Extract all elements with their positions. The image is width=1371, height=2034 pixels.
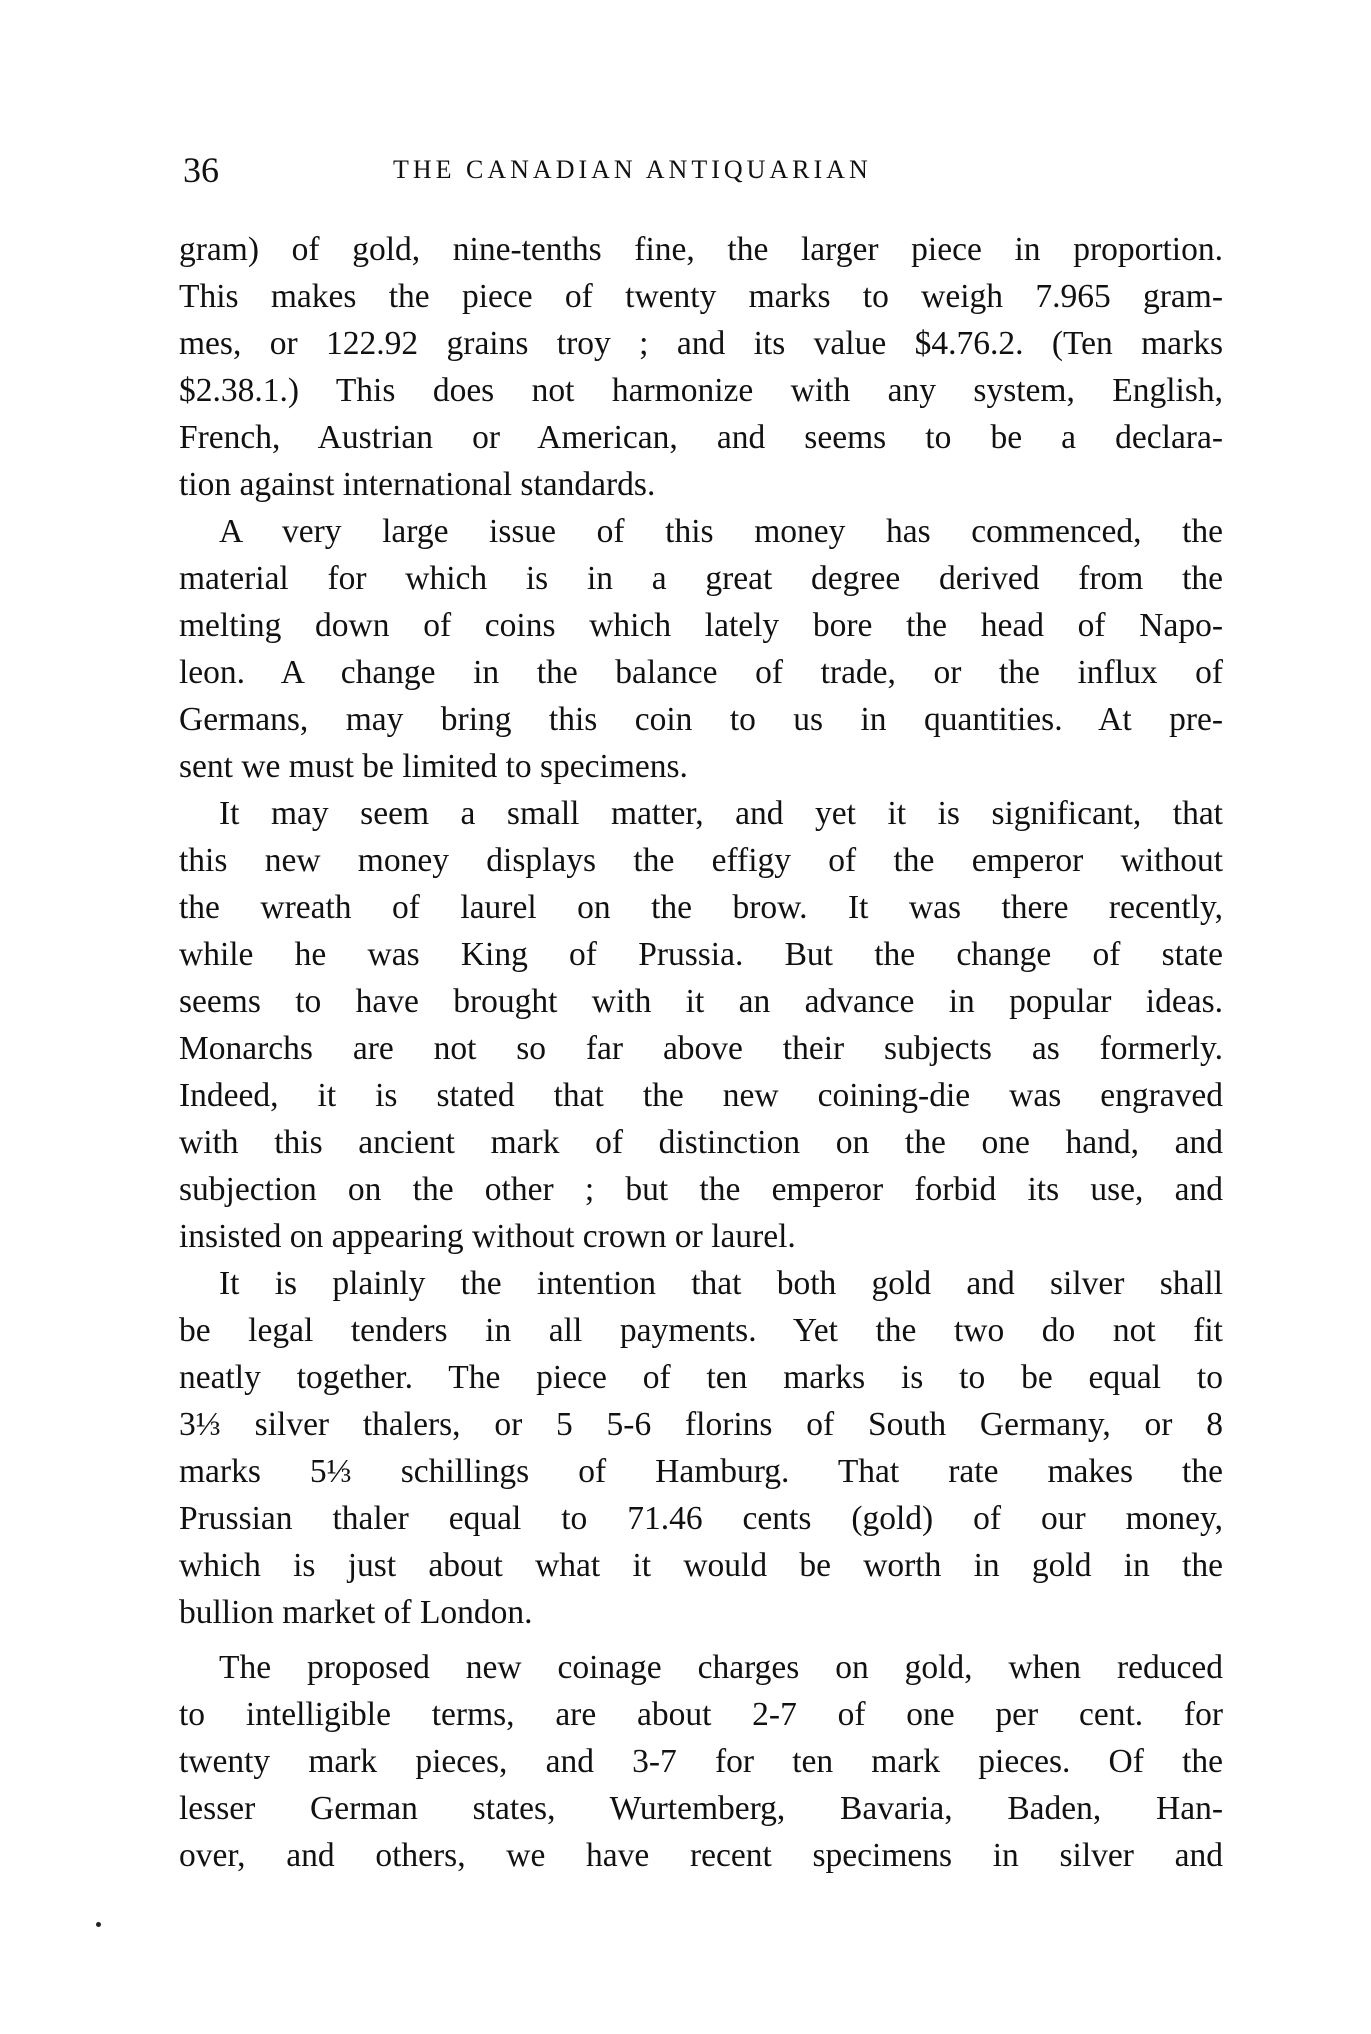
text-line: sent we must be limited to specimens.	[179, 748, 688, 785]
running-title: THE CANADIAN ANTIQUARIAN	[393, 155, 872, 184]
paragraph	[179, 508, 1223, 790]
text-line: Monarchs are not so far above their subjects as formerly.	[179, 1030, 1223, 1067]
text-line: be legal tenders in all payments. Yet the two do not fit	[179, 1312, 1223, 1349]
text-line: neatly together. The piece of ten marks is to be equal to	[179, 1359, 1223, 1396]
text-line: marks 5⅓ schillings of Hamburg. That rate makes the	[179, 1453, 1223, 1490]
text-line: twenty mark pieces, and 3-7 for ten mark pieces. Of the	[179, 1743, 1223, 1780]
text-line: tion against international standards.	[179, 466, 656, 503]
text-line: insisted on appearing without crown or laurel.	[179, 1218, 796, 1255]
paragraph	[179, 1644, 1223, 1879]
text-line: over, and others, we have recent specimens in silver and	[179, 1837, 1223, 1874]
page-number: 36	[183, 150, 219, 190]
paragraph	[179, 790, 1223, 1260]
scan-speck	[96, 1922, 101, 1927]
text-line: Germans, may bring this coin to us in quantities. At pre-	[179, 701, 1223, 738]
text-line: 3⅓ silver thalers, or 5 5-6 florins of South Germany, or 8	[179, 1406, 1223, 1443]
text-line: seems to have brought with it an advance in popular ideas.	[179, 983, 1223, 1020]
text-line: bullion market of London.	[179, 1594, 533, 1631]
text-line: A very large issue of this money has commenced, the	[219, 513, 1223, 550]
text-line: lesser German states, Wurtemberg, Bavaria, Baden, Han-	[179, 1790, 1223, 1827]
text-line: The proposed new coinage charges on gold, when reduced	[219, 1649, 1223, 1686]
text-line: mes, or 122.92 grains troy ; and its value $4.76.2. (Ten marks	[179, 325, 1223, 362]
text-line: leon. A change in the balance of trade, or the influx of	[179, 654, 1223, 691]
text-line: French, Austrian or American, and seems to be a declara-	[179, 419, 1223, 456]
text-line: gram) of gold, nine-tenths fine, the larger piece in proportion.	[179, 231, 1223, 268]
text-line: It is plainly the intention that both gold and silver shall	[219, 1265, 1223, 1302]
text-line: the wreath of laurel on the brow. It was there recently,	[179, 889, 1223, 926]
text-line: subjection on the other ; but the emperor forbid its use, and	[179, 1171, 1223, 1208]
paragraph	[179, 226, 1223, 508]
text-line: to intelligible terms, are about 2-7 of one per cent. for	[179, 1696, 1223, 1733]
text-line: Prussian thaler equal to 71.46 cents (gold) of our money,	[179, 1500, 1223, 1537]
text-line: It may seem a small matter, and yet it is significant, that	[219, 795, 1223, 832]
text-line: this new money displays the effigy of the emperor without	[179, 842, 1223, 879]
text-line: Indeed, it is stated that the new coining-die was engraved	[179, 1077, 1223, 1114]
text-line: with this ancient mark of distinction on the one hand, and	[179, 1124, 1223, 1161]
text-line: $2.38.1.) This does not harmonize with any system, English,	[179, 372, 1223, 409]
page-header	[183, 150, 1223, 190]
body-text	[179, 226, 1223, 1879]
text-line: which is just about what it would be worth in gold in the	[179, 1547, 1223, 1584]
text-line: melting down of coins which lately bore the head of Napo-	[179, 607, 1223, 644]
text-line: This makes the piece of twenty marks to weigh 7.965 gram-	[179, 278, 1223, 315]
text-line: material for which is in a great degree derived from the	[179, 560, 1223, 597]
text-line: while he was King of Prussia. But the change of state	[179, 936, 1223, 973]
paragraph	[179, 1260, 1223, 1636]
